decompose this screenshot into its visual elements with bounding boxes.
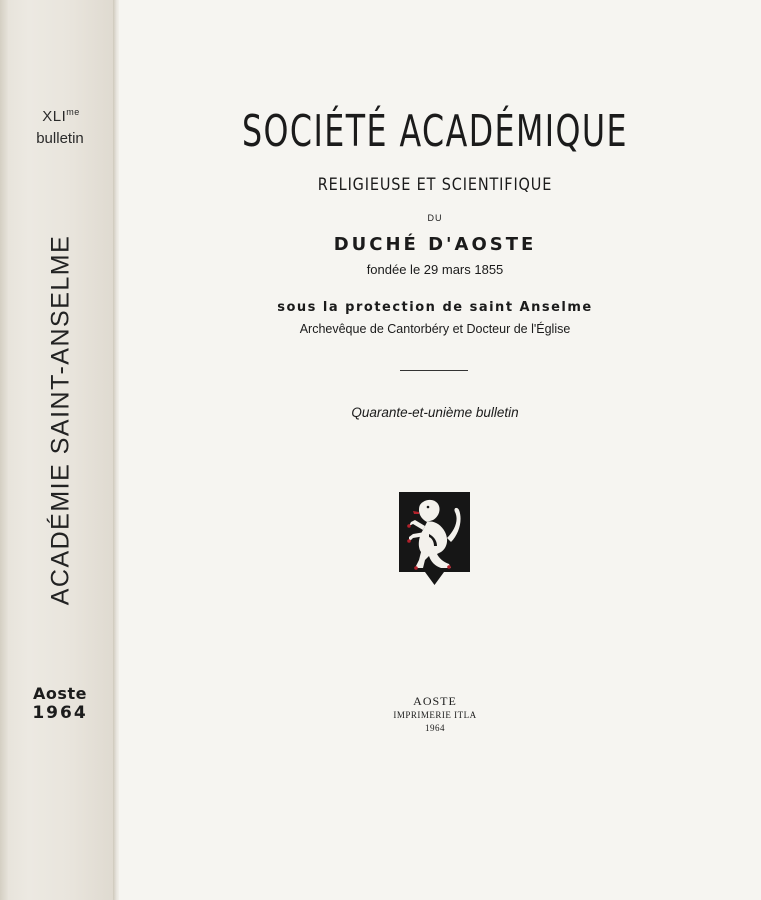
spine-place: Aoste — [33, 684, 87, 703]
bulletin-name: Quarante-et-unième bulletin — [351, 405, 519, 420]
patron-title: Archevêque de Cantorbéry et Docteur de l'Église — [299, 322, 571, 336]
page-title: SOCIÉTÉ ACADÉMIQUE — [241, 106, 629, 157]
title-page — [119, 0, 761, 900]
spine-title: ACADÉMIE SAINT-ANSELME — [46, 234, 75, 606]
founding-date: fondée le 29 mars 1855 — [366, 262, 504, 277]
du-label: DU — [427, 213, 443, 223]
page-subtitle: RELIGIEUSE ET SCIENTIFIQUE — [317, 175, 553, 195]
duchy-name: DUCHÉ D'AOSTE — [333, 234, 537, 255]
spine-volume-roman: XLI — [42, 108, 67, 125]
divider — [400, 370, 468, 371]
imprint-press: IMPRIMERIE ITLA — [393, 710, 477, 720]
spine-volume-number — [26, 108, 96, 125]
spine-volume-suffix: me — [66, 107, 80, 117]
imprint-year: 1964 — [425, 723, 445, 733]
lion-rampant-crest-icon — [397, 490, 472, 587]
spine-volume-label: bulletin — [36, 130, 84, 147]
protection-line: sous la protection de saint Anselme — [277, 300, 593, 315]
spine-year: 1964 — [32, 703, 88, 723]
book-spine — [0, 0, 114, 900]
imprint-city: AOSTE — [413, 694, 457, 708]
spine-edge — [0, 0, 8, 900]
